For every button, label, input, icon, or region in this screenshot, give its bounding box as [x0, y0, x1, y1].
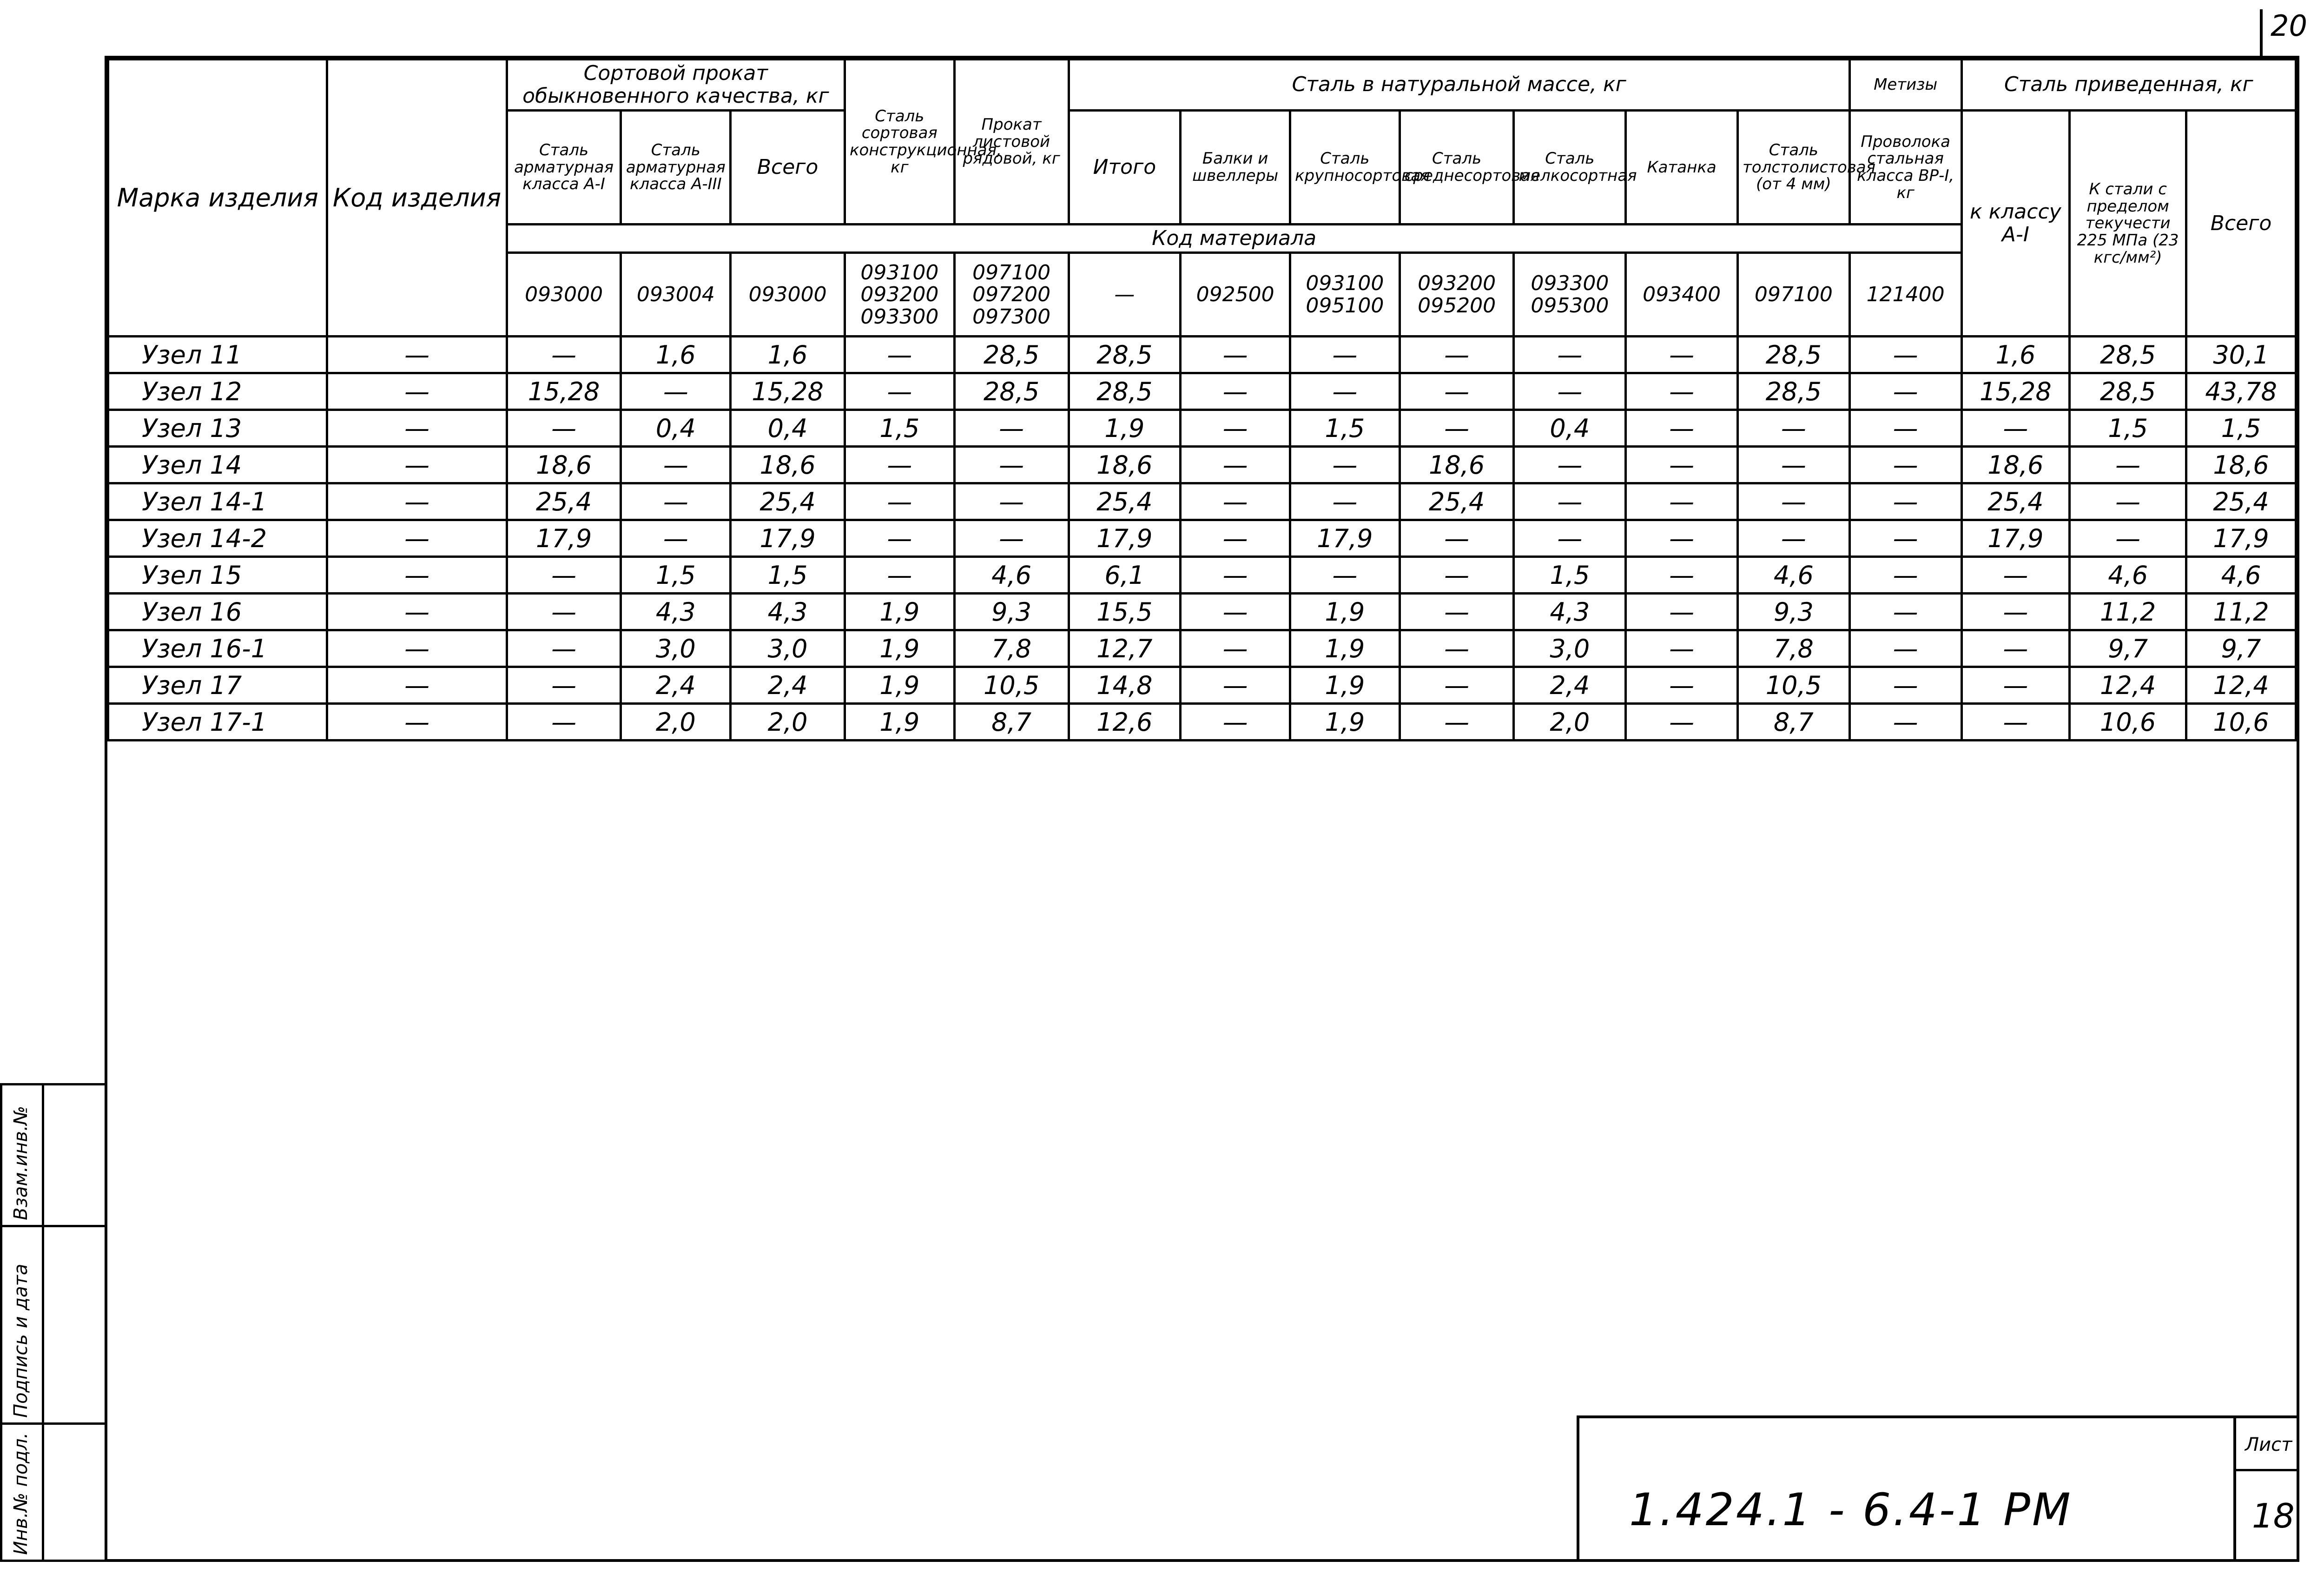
stamp-podpis-label: Подпись и дата [10, 1263, 32, 1418]
table-cell: 1,9 [845, 594, 955, 630]
table-cell: — [1290, 447, 1400, 483]
row-item-name: Узел 17 [108, 667, 327, 704]
table-cell: — [1181, 373, 1290, 410]
table-cell: — [1626, 337, 1738, 373]
table-cell: — [845, 447, 955, 483]
table-cell: 10,6 [2070, 704, 2186, 741]
table-cell: 1,6 [621, 337, 731, 373]
table-cell: — [1400, 667, 1514, 704]
table-cell: 4,3 [621, 594, 731, 630]
table-cell: 1,9 [1290, 704, 1400, 741]
table-cell: 2,0 [1514, 704, 1626, 741]
table-row [108, 667, 2296, 704]
table-cell: 9,3 [1737, 594, 1849, 630]
table-cell: 9,7 [2186, 630, 2296, 667]
page-number-divider [2260, 9, 2263, 56]
table-cell: — [507, 594, 621, 630]
code-sort-2: 093300 [860, 304, 939, 329]
table-cell: — [954, 447, 1069, 483]
table-cell: 10,5 [1737, 667, 1849, 704]
table-cell: — [621, 520, 731, 557]
code-krupno-1: 095100 [1306, 293, 1384, 317]
table-cell: — [1849, 667, 1961, 704]
row-item-name: Узел 11 [108, 337, 327, 373]
table-cell: — [507, 704, 621, 741]
header-stal-ar-1: Сталь арматурная класса А-I [507, 111, 621, 225]
stamp-inv-podl-label: Инв.№ подл. [10, 1432, 32, 1555]
table-cell: — [1181, 483, 1290, 520]
table-cell: 15,5 [1069, 594, 1181, 630]
table-cell: 28,5 [954, 373, 1069, 410]
table-cell: — [1514, 337, 1626, 373]
table-cell: 17,9 [1961, 520, 2070, 557]
code-katanka: 093400 [1626, 253, 1738, 337]
sheet-label: Лист [2245, 1434, 2292, 1455]
table-cell: 30,1 [2186, 337, 2296, 373]
table-cell: 11,2 [2186, 594, 2296, 630]
table-cell: — [1849, 337, 1961, 373]
table-cell: 4,6 [2070, 557, 2186, 594]
stamp-inner-divider [42, 1083, 44, 1562]
table-cell: 18,6 [1961, 447, 2070, 483]
table-cell: — [1849, 704, 1961, 741]
table-cell: — [1400, 373, 1514, 410]
table-cell: — [845, 483, 955, 520]
table-cell: — [1737, 483, 1849, 520]
table-cell: — [1626, 447, 1738, 483]
table-row [108, 337, 2296, 373]
table-cell: 3,0 [731, 630, 845, 667]
table-cell: 15,28 [1961, 373, 2070, 410]
table-cell: 28,5 [1737, 373, 1849, 410]
header-marka: Марка изделия [108, 60, 327, 337]
table-cell: — [2070, 447, 2186, 483]
table-cell: — [507, 630, 621, 667]
table-cell: — [1181, 630, 1290, 667]
header-prokat-list: Прокат листовой рядовой, кг [954, 60, 1069, 225]
table-cell: — [1181, 410, 1290, 447]
table-cell: — [1400, 630, 1514, 667]
code-melko-1: 095300 [1531, 293, 1609, 317]
row-item-name: Узел 14 [108, 447, 327, 483]
table-cell: 1,9 [845, 704, 955, 741]
title-block-left [1577, 1415, 1579, 1562]
table-cell: — [1626, 667, 1738, 704]
table-cell: 25,4 [731, 483, 845, 520]
table-cell: 25,4 [1069, 483, 1181, 520]
table-cell: 3,0 [1514, 630, 1626, 667]
table-row [108, 594, 2296, 630]
table-cell: 1,5 [845, 410, 955, 447]
header-stal-ar-3: Сталь арматурная класса А-III [621, 111, 731, 225]
table-cell: — [1849, 373, 1961, 410]
table-row [108, 373, 2296, 410]
table-cell: 7,8 [954, 630, 1069, 667]
table-cell: — [1849, 447, 1961, 483]
table-cell: 28,5 [2070, 337, 2186, 373]
table-cell: — [327, 337, 507, 373]
table-cell: — [1400, 557, 1514, 594]
sheet-number: 18 [2252, 1496, 2295, 1535]
table-cell: — [845, 337, 955, 373]
table-cell: 1,9 [1290, 594, 1400, 630]
table-cell: 4,6 [1737, 557, 1849, 594]
table-cell: 1,9 [1290, 630, 1400, 667]
header-k-klassu: к классу А-I [1961, 111, 2070, 337]
table-cell: 8,7 [954, 704, 1069, 741]
table-cell: — [327, 373, 507, 410]
header-kod: Код изделия [327, 60, 507, 337]
table-cell: 25,4 [1400, 483, 1514, 520]
header-katanka: Катанка [1626, 111, 1738, 225]
table-cell: 10,6 [2186, 704, 2296, 741]
table-row [108, 630, 2296, 667]
table-cell: 2,4 [731, 667, 845, 704]
code-sredne-1: 095200 [1418, 293, 1496, 317]
table-cell: 18,6 [731, 447, 845, 483]
table-cell: — [327, 410, 507, 447]
table-cell: 2,0 [621, 704, 731, 741]
table-cell: 28,5 [2070, 373, 2186, 410]
code-list [954, 253, 1069, 337]
table-body [108, 337, 2296, 741]
table-cell: — [1181, 447, 1290, 483]
top-page-number: 20 [2271, 9, 2307, 43]
table-cell: — [621, 483, 731, 520]
table-cell: 1,6 [1961, 337, 2070, 373]
row-item-name: Узел 17-1 [108, 704, 327, 741]
table-cell: 4,6 [2186, 557, 2296, 594]
table-cell: 17,9 [1069, 520, 1181, 557]
table-cell: 8,7 [1737, 704, 1849, 741]
table-cell: 15,28 [507, 373, 621, 410]
table-cell: 15,28 [731, 373, 845, 410]
drawing-designation: 1.424.1 - 6.4-1 PM [1629, 1484, 2073, 1536]
header-vsego-2: Всего [2186, 111, 2296, 337]
table-cell: 1,9 [1290, 667, 1400, 704]
table-cell: — [1514, 373, 1626, 410]
table-cell: — [1849, 630, 1961, 667]
table-cell: — [1849, 520, 1961, 557]
table-cell: 1,9 [845, 667, 955, 704]
table-cell: 12,4 [2070, 667, 2186, 704]
code-krupno-0: 093100 [1306, 271, 1384, 296]
table-cell: — [1961, 557, 2070, 594]
code-krupno [1290, 253, 1400, 337]
table-cell: — [1290, 337, 1400, 373]
table-cell: — [1400, 337, 1514, 373]
table-cell: — [1737, 447, 1849, 483]
row-item-name: Узел 16-1 [108, 630, 327, 667]
table-cell: 11,2 [2070, 594, 2186, 630]
table-cell: — [1514, 447, 1626, 483]
table-cell: — [1400, 410, 1514, 447]
table-cell: 12,7 [1069, 630, 1181, 667]
code-sredne [1400, 253, 1514, 337]
stamp-vzam-inv-label: Взам.инв.№ [10, 1105, 32, 1220]
table-cell: — [1181, 667, 1290, 704]
table-cell: — [1737, 410, 1849, 447]
table-cell: 12,4 [2186, 667, 2296, 704]
code-melko [1514, 253, 1626, 337]
table-cell: — [1514, 520, 1626, 557]
table-cell: 4,6 [954, 557, 1069, 594]
table-cell: 28,5 [1069, 337, 1181, 373]
table-cell: — [1400, 704, 1514, 741]
table-cell: — [954, 410, 1069, 447]
specification-table [107, 58, 2297, 741]
table-cell: — [1961, 630, 2070, 667]
sheet-box-left [2233, 1415, 2236, 1562]
table-cell: 18,6 [1069, 447, 1181, 483]
table-cell: — [1961, 410, 2070, 447]
table-cell: — [507, 557, 621, 594]
table-cell: — [1181, 704, 1290, 741]
code-list-2: 097300 [972, 304, 1051, 329]
table-cell: 1,9 [1069, 410, 1181, 447]
table-cell: 1,5 [621, 557, 731, 594]
code-vsego: 093000 [731, 253, 845, 337]
table-row [108, 704, 2296, 741]
table-cell: 28,5 [954, 337, 1069, 373]
table-row [108, 520, 2296, 557]
table-row [108, 410, 2296, 447]
table-cell: 1,6 [731, 337, 845, 373]
table-cell: 4,3 [1514, 594, 1626, 630]
table-cell: — [1849, 410, 1961, 447]
table-cell: 25,4 [2186, 483, 2296, 520]
table-cell: 9,3 [954, 594, 1069, 630]
row-item-name: Узел 16 [108, 594, 327, 630]
table-cell: — [1400, 594, 1514, 630]
header-tolsto: Сталь толстолистовая (от 4 мм) [1737, 111, 1849, 225]
table-cell: 18,6 [2186, 447, 2296, 483]
title-block-top [1578, 1415, 2299, 1418]
row-item-name: Узел 13 [108, 410, 327, 447]
table-cell: — [1961, 667, 2070, 704]
table-cell: 7,8 [1737, 630, 1849, 667]
table-cell: — [1626, 704, 1738, 741]
table-cell: — [327, 447, 507, 483]
table-cell: — [1626, 520, 1738, 557]
table-cell: 17,9 [507, 520, 621, 557]
table-cell: 10,5 [954, 667, 1069, 704]
table-cell: 0,4 [621, 410, 731, 447]
header-k-stali: К стали с пределом текучести 225 МПа (23 кгс/мм²) [2070, 111, 2186, 337]
table-cell: 1,9 [845, 630, 955, 667]
code-itogo: — [1069, 253, 1181, 337]
header-itogo: Итого [1069, 111, 1181, 225]
table-cell: — [1400, 520, 1514, 557]
header-stal-sort: Сталь сортовая конструкционная, кг [845, 60, 955, 225]
code-balki: 092500 [1181, 253, 1290, 337]
table-cell: — [2070, 483, 2186, 520]
table-cell: 1,5 [2070, 410, 2186, 447]
table-cell: — [327, 704, 507, 741]
code-provoloka: 121400 [1849, 253, 1961, 337]
table-cell: — [1626, 594, 1738, 630]
table-cell: — [1961, 594, 2070, 630]
table-cell: 9,7 [2070, 630, 2186, 667]
table-cell: — [845, 520, 955, 557]
code-sredne-0: 093200 [1418, 271, 1496, 296]
table-cell: — [1961, 704, 2070, 741]
table-cell: — [327, 630, 507, 667]
table-cell: — [1849, 483, 1961, 520]
header-natur: Сталь в натуральной массе, кг [1069, 60, 1849, 111]
header-sredne: Сталь среднесортовая [1400, 111, 1514, 225]
table-cell: — [327, 594, 507, 630]
row-item-name: Узел 14-1 [108, 483, 327, 520]
table-cell: — [621, 373, 731, 410]
table-cell: 1,5 [1514, 557, 1626, 594]
table-cell: — [1626, 483, 1738, 520]
table-cell: 3,0 [621, 630, 731, 667]
table-row [108, 483, 2296, 520]
table-cell: — [1626, 557, 1738, 594]
table-cell: — [845, 373, 955, 410]
table-cell: — [1737, 520, 1849, 557]
table-cell: — [507, 667, 621, 704]
table-cell: 25,4 [1961, 483, 2070, 520]
table-cell: 0,4 [731, 410, 845, 447]
table-cell: 17,9 [1290, 520, 1400, 557]
table-cell: — [507, 410, 621, 447]
header-privedennaya: Сталь приведенная, кг [1961, 60, 2296, 111]
table-cell: 17,9 [2186, 520, 2296, 557]
table-row [108, 447, 2296, 483]
table-cell: 1,5 [731, 557, 845, 594]
row-item-name: Узел 14-2 [108, 520, 327, 557]
header-kod-materiala: Код материала [507, 225, 1961, 253]
table-cell: — [1626, 630, 1738, 667]
header-sortovoy: Сортовой прокат обыкновенного качества, кг [507, 60, 845, 111]
table-cell: 28,5 [1737, 337, 1849, 373]
table-row [108, 557, 2296, 594]
table-cell: — [1181, 557, 1290, 594]
table-cell: 2,0 [731, 704, 845, 741]
table-cell: — [1181, 520, 1290, 557]
sheet-box-divider [2233, 1469, 2299, 1471]
code-ar1: 093000 [507, 253, 621, 337]
table-cell: 43,78 [2186, 373, 2296, 410]
code-sort-1: 093200 [860, 283, 939, 307]
table-cell: — [954, 520, 1069, 557]
table-cell: 6,1 [1069, 557, 1181, 594]
table-cell: — [1626, 373, 1738, 410]
code-ar3: 093004 [621, 253, 731, 337]
table-cell: 1,5 [1290, 410, 1400, 447]
table-cell: — [327, 557, 507, 594]
code-sort-0: 093100 [860, 260, 939, 284]
code-melko-0: 093300 [1531, 271, 1609, 296]
code-list-1: 097200 [972, 283, 1051, 307]
table-cell: 25,4 [507, 483, 621, 520]
header-melko: Сталь мелкосортная [1514, 111, 1626, 225]
table-cell: — [845, 557, 955, 594]
table-cell: — [1849, 557, 1961, 594]
table-cell: — [327, 483, 507, 520]
row-item-name: Узел 15 [108, 557, 327, 594]
table-cell: — [2070, 520, 2186, 557]
header-krupno: Сталь крупносортовая [1290, 111, 1400, 225]
table-cell: 4,3 [731, 594, 845, 630]
table-cell: — [1290, 373, 1400, 410]
code-list-0: 097100 [972, 260, 1051, 284]
table-cell: — [1626, 410, 1738, 447]
table-cell: — [1514, 483, 1626, 520]
header-balki: Балки и швеллеры [1181, 111, 1290, 225]
table-cell: — [327, 667, 507, 704]
header-metizy: Метизы [1849, 60, 1961, 111]
table-cell: 2,4 [621, 667, 731, 704]
table-cell: — [1290, 557, 1400, 594]
table-cell: 1,5 [2186, 410, 2296, 447]
table-cell: — [1181, 337, 1290, 373]
table-cell: — [1290, 483, 1400, 520]
table-cell: 18,6 [507, 447, 621, 483]
header-provoloka: Проволока стальная класса ВР-I, кг [1849, 111, 1961, 225]
table-cell: 0,4 [1514, 410, 1626, 447]
code-tolsto: 097100 [1737, 253, 1849, 337]
header-vsego-1: Всего [731, 111, 845, 225]
table-cell: — [507, 337, 621, 373]
table-cell: 18,6 [1400, 447, 1514, 483]
table-cell: — [1849, 594, 1961, 630]
table-cell: 17,9 [731, 520, 845, 557]
table-cell: — [327, 520, 507, 557]
table-cell: 12,6 [1069, 704, 1181, 741]
table-cell: — [621, 447, 731, 483]
table-cell: 2,4 [1514, 667, 1626, 704]
table-cell: 14,8 [1069, 667, 1181, 704]
table-cell: 28,5 [1069, 373, 1181, 410]
table-cell: — [1181, 594, 1290, 630]
table-cell: — [954, 483, 1069, 520]
code-sort [845, 253, 955, 337]
row-item-name: Узел 12 [108, 373, 327, 410]
